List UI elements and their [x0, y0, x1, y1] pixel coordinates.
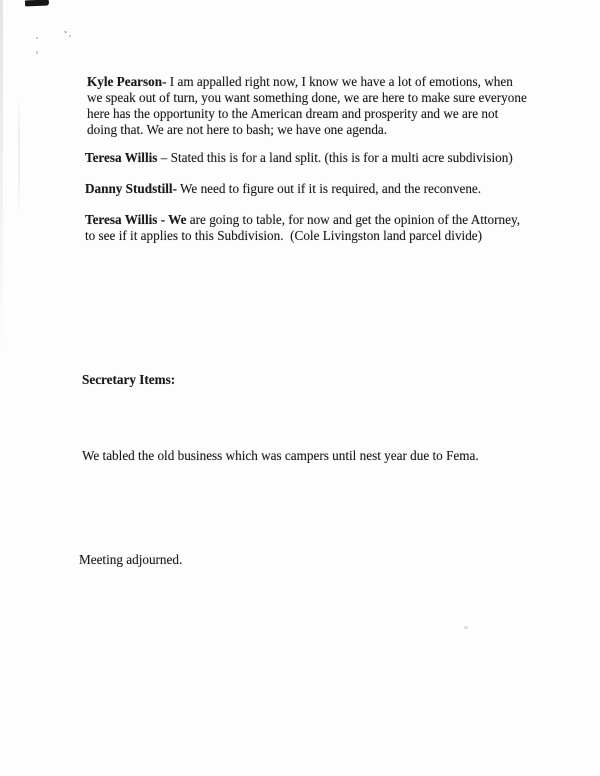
scan-speckle: [64, 30, 68, 33]
text-line: we speak out of turn, you want something done, we are here to make sure everyone: [87, 90, 527, 105]
text-line: [82, 372, 175, 388]
speaker-statement: – Stated this is for a land split. (this is for a multi acre subdivision): [157, 150, 513, 165]
speaker-statement: We need to figure out if it is required, and the reconvene.: [176, 181, 482, 196]
text-line: here has the opportunity to the American dream and prosperity and we are not: [87, 106, 499, 121]
text-line: [85, 181, 481, 197]
text-line: doing that. We are not here to bash; we have one agenda.: [87, 122, 388, 137]
secretary-items-heading: [82, 372, 175, 388]
paragraph-teresa-willis-land-split: [85, 150, 513, 166]
scan-speckle: [36, 51, 38, 54]
text-line: We tabled the old business which was campers until nest year due to Fema.: [82, 448, 479, 463]
text-line: Meeting adjourned.: [79, 552, 183, 567]
scan-speckle: [69, 35, 71, 37]
paragraph-teresa-willis-table: [85, 212, 520, 244]
section-heading: Secretary Items:: [82, 372, 176, 387]
speaker-name: Danny Studstill-: [85, 181, 177, 196]
speaker-statement: are going to table, for now and get the opinion of the Attorney,: [186, 212, 521, 227]
text-line: [87, 74, 527, 90]
speaker-name: Kyle Pearson-: [87, 74, 167, 89]
text-line: to see if it applies to this Subdivision. (Cole Livingston land parcel divide): [85, 228, 483, 243]
text-line: [85, 212, 520, 228]
paragraph-kyle-pearson: [87, 74, 527, 138]
paragraph-old-business-tabled: [82, 448, 479, 464]
text-line: [85, 150, 513, 166]
paragraph-danny-studstill: [85, 181, 481, 197]
scan-mark-top-left: [25, 0, 49, 6]
speaker-name: Teresa Willis: [85, 150, 158, 165]
speaker-statement: I am appalled right now, I know we have a lot of emotions, when: [166, 74, 513, 89]
scan-crease-line: [18, 95, 20, 217]
scan-speckle: [464, 626, 468, 629]
scan-edge-shadow-left: [0, 0, 3, 360]
scan-speckle: [36, 37, 38, 39]
paragraph-meeting-adjourned: [79, 552, 182, 568]
speaker-name: Teresa Willis - We: [85, 212, 187, 227]
